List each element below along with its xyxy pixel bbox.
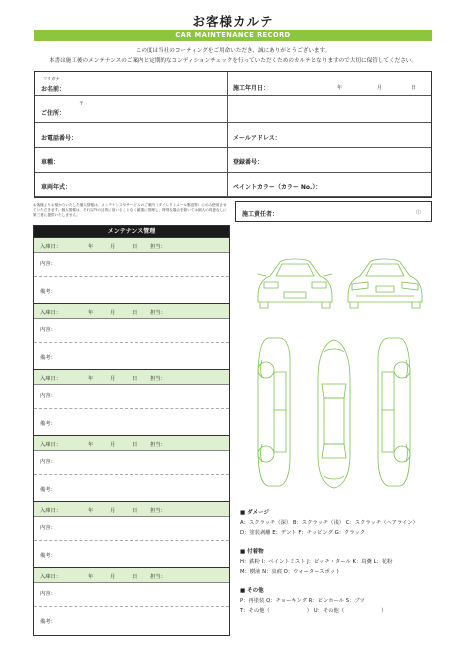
- entry-day: 日: [132, 574, 138, 580]
- car-label: 車種：: [41, 159, 60, 166]
- entry-content-row: [34, 583, 229, 607]
- entry-date-label: 入庫日：: [40, 508, 62, 514]
- intro-line-2: 本書は施工後のメンテナンスのご案内と定期的なコンディションチェックを行っていただくためのカルテとなりますので大切に保管してください。: [48, 58, 417, 64]
- maintenance-entry: [34, 303, 229, 368]
- address-row: [35, 96, 431, 123]
- entry-staff-label: 担当：: [150, 310, 166, 316]
- entry-content-row: [34, 385, 229, 409]
- car-left-side-view: [258, 338, 290, 486]
- name-label: お名前：: [41, 86, 66, 93]
- address-label: ご住所：: [41, 110, 66, 117]
- registration-label: 登録番号：: [233, 159, 264, 166]
- entry-month: 月: [110, 376, 116, 382]
- entry-content-label: 内容：: [40, 525, 56, 531]
- entry-month: 月: [110, 574, 116, 580]
- paint-color-label: ペイントカラー（カラー No.）：: [233, 184, 322, 191]
- entry-content-label: 内容：: [40, 261, 56, 267]
- phone-label: お電話番号：: [41, 135, 78, 142]
- intro-text: [0, 46, 466, 66]
- entry-month: 月: [110, 244, 116, 250]
- date-month: 月: [377, 85, 383, 91]
- name-row: [35, 72, 431, 96]
- car-row: [35, 148, 431, 173]
- entry-staff-label: 担当：: [150, 508, 166, 514]
- entry-date-label: 入庫日：: [40, 574, 62, 580]
- entry-day: 日: [132, 310, 138, 316]
- entry-date-row: [34, 436, 229, 451]
- entry-year: 年: [88, 310, 94, 316]
- car-top-view: [318, 340, 350, 488]
- entry-date-row: [34, 568, 229, 583]
- entry-staff-label: 担当：: [150, 244, 166, 250]
- entry-day: 日: [132, 376, 138, 382]
- entry-date-label: 入庫日：: [40, 244, 62, 250]
- legend-deposit-heading: ■ 付着物: [240, 549, 264, 555]
- entry-content-row: [34, 319, 229, 343]
- entry-content-row: [34, 253, 229, 277]
- seal-mark: 印: [415, 210, 421, 216]
- entry-remarks-label: 備考：: [40, 355, 56, 361]
- entry-date-row: [34, 502, 229, 517]
- maintenance-entry: [34, 369, 229, 434]
- entry-year: 年: [88, 244, 94, 250]
- entry-content-label: 内容：: [40, 459, 56, 465]
- entry-date-row: [34, 370, 229, 385]
- email-label: メールアドレス：: [233, 135, 281, 142]
- legend-other-line-2: T：その他（ ） U：その他（ ）: [240, 608, 387, 614]
- damage-legend: [240, 506, 436, 616]
- maintenance-entry: [34, 567, 229, 632]
- entry-content-label: 内容：: [40, 327, 56, 333]
- staff-label: 施工責任者：: [242, 211, 279, 218]
- maintenance-entry: [34, 237, 229, 302]
- entry-remarks-label: 備考：: [40, 487, 56, 493]
- legend-other-line-1: P：再塗装 Q：チョーキング R：ピンホール S：ブツ: [240, 598, 365, 604]
- phone-row: [35, 123, 431, 148]
- legend-other-heading: ■ その他: [240, 588, 264, 594]
- car-diagram: [236, 248, 432, 498]
- maintenance-table: [33, 225, 230, 636]
- entry-content-label: 内容：: [40, 591, 56, 597]
- legend-damage-line-1: A：スクラッチ（深） B：スクラッチ（浅） C：スクラッチ（ヘアライン）: [240, 520, 418, 526]
- date-label: 施工年月日：: [233, 85, 270, 92]
- entry-year: 年: [88, 574, 94, 580]
- postal-mark: 〒: [79, 101, 85, 107]
- entry-month: 月: [110, 442, 116, 448]
- furigana-label: フリガナ: [43, 76, 60, 81]
- entry-staff-label: 担当：: [150, 574, 166, 580]
- entry-date-row: [34, 238, 229, 253]
- privacy-notice: お客様よりお預かりいたした個人情報は、メンテナンスやサービスのご案内（ダイレクトメール郵送等）にのみ使用させていただきます。個人情報は、それ以外の目的に用いることなく厳重に管理し、特別な場合を除いては個人の同意なしに第三者に提供いたしません。: [33, 203, 227, 217]
- entry-day: 日: [132, 508, 138, 514]
- date-year: 年: [337, 85, 343, 91]
- entry-remarks-label: 備考：: [40, 289, 56, 295]
- entry-remarks-label: 備考：: [40, 619, 56, 625]
- model-year-row: [35, 173, 431, 197]
- staff-box: [235, 201, 432, 222]
- entry-date-label: 入庫日：: [40, 442, 62, 448]
- customer-info-form: [34, 71, 432, 198]
- entry-staff-label: 担当：: [150, 376, 166, 382]
- maintenance-entry: [34, 501, 229, 566]
- date-day: 日: [411, 85, 417, 91]
- legend-deposit-line-2: M：樹液 N：虫痕 O：ウォータースポット: [240, 569, 341, 575]
- entry-day: 日: [132, 244, 138, 250]
- legend-damage-line-2: D：塗装剥離 E：デント F：チッピング G：クラック: [240, 530, 366, 536]
- page-title: お客様カルテ: [192, 14, 274, 29]
- entry-date-label: 入庫日：: [40, 376, 62, 382]
- subtitle-banner: CAR MAINTENANCE RECORD: [34, 30, 432, 41]
- intro-line-1: この度は当社のコーティングをご用命いただき、誠にありがとうございます。: [135, 48, 331, 54]
- entry-remarks-label: 備考：: [40, 553, 56, 559]
- legend-deposit-line-1: H：鉄粉 I：ペイントミスト J：ピッチ・タール K：鳥糞 L：花粉: [240, 559, 393, 565]
- entry-date-label: 入庫日：: [40, 310, 62, 316]
- entry-content-row: [34, 517, 229, 541]
- entry-content-row: [34, 451, 229, 475]
- entry-remarks-label: 備考：: [40, 421, 56, 427]
- model-year-label: 車両年式：: [41, 184, 72, 191]
- maintenance-heading: メンテナンス管理: [34, 226, 229, 237]
- entry-staff-label: 担当：: [150, 442, 166, 448]
- car-rear-view: [348, 259, 422, 308]
- entry-month: 月: [110, 508, 116, 514]
- entry-content-label: 内容：: [40, 393, 56, 399]
- entry-year: 年: [88, 376, 94, 382]
- entry-year: 年: [88, 508, 94, 514]
- legend-damage-heading: ■ ダメージ: [240, 510, 270, 516]
- car-front-view: [258, 259, 332, 308]
- car-right-side-view: [378, 338, 410, 486]
- entry-day: 日: [132, 442, 138, 448]
- entry-date-row: [34, 304, 229, 319]
- entry-month: 月: [110, 310, 116, 316]
- maintenance-entry: [34, 435, 229, 500]
- entry-year: 年: [88, 442, 94, 448]
- form-divider: [227, 72, 228, 197]
